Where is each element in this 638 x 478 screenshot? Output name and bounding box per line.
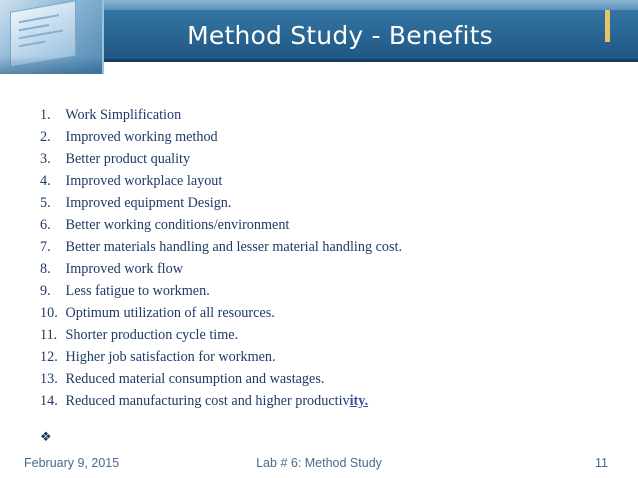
item-text: Improved working method bbox=[65, 129, 218, 145]
item-text: Improved equipment Design. bbox=[65, 195, 232, 211]
list-item bbox=[40, 258, 600, 280]
decorative-computer-image bbox=[0, 0, 104, 74]
image-shade bbox=[0, 56, 102, 74]
benefits-list bbox=[40, 104, 600, 412]
empty-bullet-icon: ❖ bbox=[40, 430, 52, 445]
list-item bbox=[40, 390, 600, 412]
list-item bbox=[40, 324, 600, 346]
item-number: 13. bbox=[40, 371, 58, 387]
list-item bbox=[40, 126, 600, 148]
item-number: 7. bbox=[40, 239, 51, 255]
item-number: 4. bbox=[40, 173, 51, 189]
accent-bar bbox=[605, 10, 610, 42]
slide-title: Method Study - Benefits bbox=[187, 21, 493, 50]
item-text: Less fatigue to workmen. bbox=[65, 283, 210, 299]
item-text: Work Simplification bbox=[65, 107, 182, 123]
item-text: Reduced manufacturing cost and higher productiv bbox=[65, 393, 350, 409]
item-number: 5. bbox=[40, 195, 51, 211]
item-text: Better working conditions/environment bbox=[65, 217, 290, 233]
item-number: 6. bbox=[40, 217, 51, 233]
item-number: 2. bbox=[40, 129, 51, 145]
slide-footer bbox=[0, 454, 638, 474]
item-text: Optimum utilization of all resources. bbox=[65, 305, 275, 321]
item-number: 10. bbox=[40, 305, 58, 321]
list-item bbox=[40, 148, 600, 170]
item-text: Improved workplace layout bbox=[65, 173, 223, 189]
item-number: 14. bbox=[40, 393, 58, 409]
list-item bbox=[40, 346, 600, 368]
hyperlink-text[interactable]: ity. bbox=[349, 393, 369, 409]
list-item bbox=[40, 280, 600, 302]
item-number: 12. bbox=[40, 349, 58, 365]
item-number: 11. bbox=[40, 327, 58, 343]
footer-lab-title: Lab # 6: Method Study bbox=[256, 456, 382, 470]
list-item bbox=[40, 368, 600, 390]
item-number: 3. bbox=[40, 151, 51, 167]
item-text: Higher job satisfaction for workmen. bbox=[65, 349, 276, 365]
list-item bbox=[40, 236, 600, 258]
footer-date: February 9, 2015 bbox=[24, 456, 120, 470]
item-text: Better product quality bbox=[65, 151, 191, 167]
list-item bbox=[40, 214, 600, 236]
item-text: Improved work flow bbox=[65, 261, 183, 277]
list-item bbox=[40, 170, 600, 192]
item-text: Shorter production cycle time. bbox=[65, 327, 239, 343]
item-number: 8. bbox=[40, 261, 51, 277]
list-item bbox=[40, 192, 600, 214]
item-text: Better materials handling and lesser material handling cost. bbox=[65, 239, 403, 255]
item-number: 1. bbox=[40, 107, 51, 123]
item-text: Reduced material consumption and wastages. bbox=[65, 371, 325, 387]
list-item bbox=[40, 302, 600, 324]
list-item bbox=[40, 104, 600, 126]
page-number: 11 bbox=[595, 456, 608, 470]
item-number: 9. bbox=[40, 283, 51, 299]
